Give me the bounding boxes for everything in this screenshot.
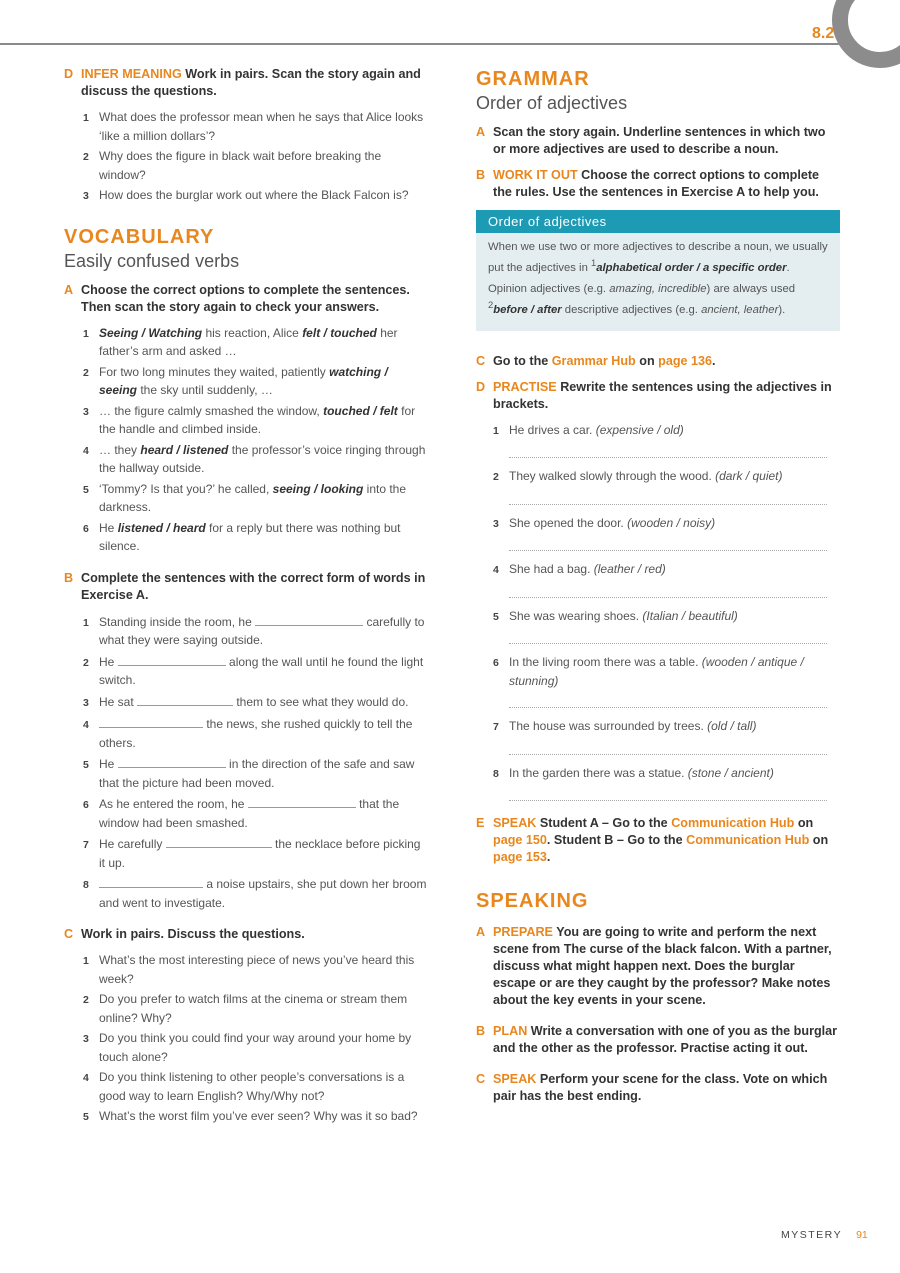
list-item: 3 Do you think you could find your way around your home by touch alone? (83, 1031, 412, 1064)
exercise-c-discuss: C Work in pairs. Discuss the questions. (64, 927, 305, 941)
speaking-a-prepare: A PREPARE You are going to write and perform the next scene from The curse of the black falcon. With a partner, discuss what might happen next. Does the burglar escape or are they caught by the professor? Make notes about the key events in your scene. (476, 925, 832, 1008)
list-item: 1 Seeing / Watching his reaction, Alice felt / touched her father’s arm and asked … (83, 325, 398, 358)
list-item: 2 They walked slowly through the wood. (dark / quiet) (493, 469, 783, 484)
grammar-subheading: Order of adjectives (476, 93, 628, 113)
unit-tab-arc (832, 0, 900, 68)
speaking-heading: SPEAKING (476, 890, 589, 913)
exercise-b-work-it-out: B WORK IT OUT Choose the correct options to complete the rules. Use the sentences in Exercise A to help you. (476, 168, 820, 199)
page-link[interactable]: page 153 (493, 850, 547, 865)
exercise-d-infer: D INFER MEANING Work in pairs. Scan the story again and discuss the questions. (64, 67, 421, 98)
exercise-b-vocab: B Complete the sentences with the correct form of words in Exercise A. (64, 570, 426, 602)
list-item: 6 As he entered the room, he that the window had been smashed. (83, 797, 400, 830)
discussion-questions (64, 952, 429, 1127)
vocabulary-heading: VOCABULARY (64, 225, 215, 248)
footer-section: MYSTERY (781, 1229, 843, 1241)
list-item: 8 In the garden there was a statue. (stone / ancient) (493, 765, 774, 780)
list-item: 1 What’s the most interesting piece of news you’ve heard this week? (83, 953, 415, 986)
list-item: 7 The house was surrounded by trees. (old / tall) (493, 719, 757, 734)
exercise-c-grammar-hub: C Go to the Grammar Hub on page 136. (476, 353, 716, 368)
answer-line[interactable] (509, 536, 827, 551)
vocab-sentences (64, 325, 429, 556)
list-item: 6 He listened / heard for a reply but there was nothing but silence. (83, 520, 401, 553)
page-link[interactable]: page 136 (658, 353, 713, 368)
grammar-box-title: Order of adjectives (476, 210, 840, 233)
list-item: 4 Do you think listening to other people’s conversations is a good way to learn English? Why/Why not? (83, 1070, 405, 1103)
list-item: 2 For two long minutes they waited, patiently watching / seeing the sky until suddenly, … (83, 364, 388, 397)
list-item: 4 the news, she rushed quickly to tell the others. (83, 717, 413, 750)
answer-line[interactable] (509, 693, 827, 708)
answer-gap[interactable] (166, 835, 272, 848)
exercise-e-speak: E SPEAK Student A – Go to the Communication Hub on page 150. Student B – Go to the Communication Hub on page 153. (476, 816, 829, 865)
list-item: 7 He carefully the necklace before picking it up. (83, 837, 421, 870)
answer-gap[interactable] (99, 715, 203, 728)
exercise-d-practise: D PRACTISE Rewrite the sentences using the adjectives in brackets. (476, 379, 832, 411)
list-item: 5 What’s the worst film you’ve ever seen? Why was it so bad? (83, 1109, 418, 1123)
list-item: 1 He drives a car. (expensive / old) (493, 422, 684, 437)
vocabulary-subheading: Easily confused verbs (64, 250, 240, 271)
list-item: 3 How does the burglar work out where the Black Falcon is? (83, 188, 409, 202)
gap-fill-sentences (64, 613, 429, 913)
answer-line[interactable] (509, 740, 827, 755)
answer-line[interactable] (509, 490, 827, 505)
answer-line[interactable] (509, 583, 827, 598)
exercise-a-grammar: A Scan the story again. Underline sentences in which two or more adjectives are used to describe a noun. (476, 125, 826, 156)
list-item: 4 She had a bag. (leather / red) (493, 562, 666, 577)
list-item: 3 She opened the door. (wooden / noisy) (493, 515, 716, 530)
answer-gap[interactable] (248, 795, 356, 808)
practise-sentences (476, 422, 840, 802)
answer-gap[interactable] (118, 755, 226, 768)
right-column (476, 66, 840, 1114)
answer-line[interactable] (509, 786, 827, 801)
page-footer (781, 1229, 868, 1241)
speaking-c-speak: C SPEAK Perform your scene for the class. Vote on which pair has the best ending. (476, 1072, 828, 1104)
answer-line[interactable] (509, 443, 827, 458)
list-item: 6 In the living room there was a table. (wooden / antique / stunning) (493, 655, 804, 688)
grammar-heading: GRAMMAR (476, 68, 590, 90)
list-item: 1 Standing inside the room, he carefully to what they were saying outside. (83, 614, 425, 647)
list-item: 4 … they heard / listened the professor’s voice ringing through the hallway outside. (83, 442, 426, 475)
grammar-hub-link[interactable]: Grammar Hub (551, 353, 636, 368)
header-rule (0, 43, 845, 45)
list-item: 5 She was wearing shoes. (Italian / beautiful) (493, 608, 738, 623)
list-item: 2 Why does the figure in black wait before breaking the window? (83, 149, 382, 182)
unit-number: 8.2 (812, 25, 835, 42)
list-item: 3 … the figure calmly smashed the window, touched / felt for the handle and climbed inside. (83, 403, 416, 436)
page-link[interactable]: page 150 (493, 833, 547, 848)
list-item: 1 What does the professor mean when he says that Alice looks ‘like a million dollars’? (83, 110, 424, 143)
communication-hub-link[interactable]: Communication Hub (671, 816, 795, 831)
list-item: 2 He along the wall until he found the light switch. (83, 654, 424, 687)
answer-line[interactable] (509, 629, 827, 644)
answer-gap[interactable] (118, 653, 226, 666)
list-item: 8 a noise upstairs, she put down her broom and went to investigate. (83, 877, 427, 910)
answer-gap[interactable] (255, 613, 363, 626)
list-item: 2 Do you prefer to watch films at the cinema or stream them online? Why? (83, 992, 408, 1025)
grammar-rules-box (476, 210, 840, 331)
list-item: 5 He in the direction of the safe and saw that the picture had been moved. (83, 757, 415, 790)
left-column (64, 66, 429, 1141)
exercise-a-vocab: A Choose the correct options to complete the sentences. Then scan the story again to check your answers. (64, 282, 410, 314)
speaking-b-plan: B PLAN Write a conversation with one of you as the burglar and the other as the professor. Practise acting it out. (476, 1024, 838, 1056)
list-item: 5 ‘Tommy? Is that you?’ he called, seeing / looking into the darkness. (83, 481, 407, 514)
list-item: 3 He sat them to see what they would do. (83, 694, 409, 709)
communication-hub-link[interactable]: Communication Hub (686, 833, 810, 848)
answer-gap[interactable] (99, 875, 203, 888)
grammar-box-body: When we use two or more adjectives to describe a noun, we usually put the adjectives in $^1$alphabetical order / a specific order. Opinion adjectives (e.g. amazing, incredible) are always used $^2$before / after descriptive adjectives (e.g. ancient, leather). (488, 241, 828, 316)
infer-questions (64, 109, 429, 206)
answer-gap[interactable] (137, 693, 233, 706)
page-number: 91 (856, 1229, 868, 1241)
